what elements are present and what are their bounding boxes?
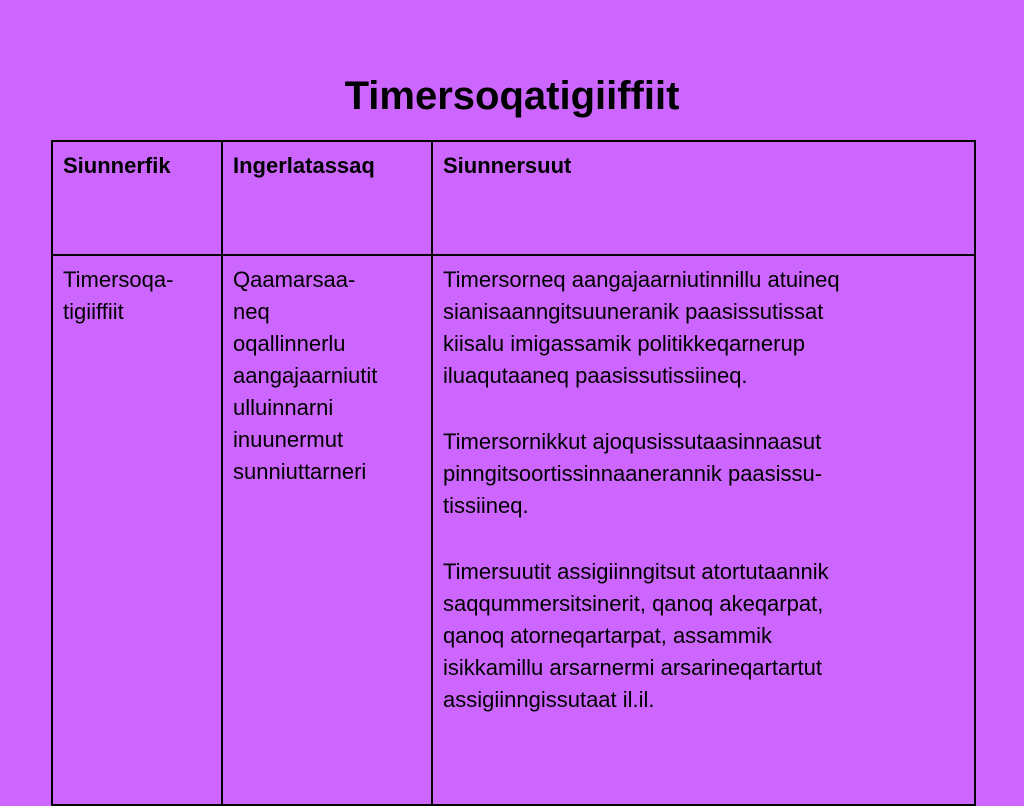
table-header-row <box>52 141 975 255</box>
paragraph-2 <box>443 426 964 522</box>
header-siunnersuut: Siunnersuut <box>432 141 975 255</box>
cell-text-line: sunniuttarneri <box>233 459 367 484</box>
cell-text-line: assigiinngissutaat il.il. <box>443 687 655 712</box>
cell-text-line: tissiineq. <box>443 493 529 518</box>
cell-text-line: kiisalu imigassamik politikkeqarnerup <box>443 331 805 356</box>
cell-text-line: inuunermut <box>233 427 344 452</box>
header-siunnerfik: Siunnerfik <box>52 141 222 255</box>
paragraph-1 <box>443 264 964 392</box>
cell-siunnerfik <box>52 255 222 805</box>
cell-text-line: isikkamillu arsarnermi arsarineqartartut <box>443 655 823 680</box>
cell-text-line: Timersoqa- <box>63 267 174 292</box>
cell-text-line: Timersornikkut ajoqusissutaasinnaasut <box>443 429 822 454</box>
cell-text-line: qanoq atorneqartarpat, assammik <box>443 623 772 648</box>
cell-ingerlatassaq <box>222 255 432 805</box>
header-ingerlatassaq: Ingerlatassaq <box>222 141 432 255</box>
cell-text-line: Timersuutit assigiinngitsut atortutaannik <box>443 559 829 584</box>
cell-siunnersuut <box>432 255 975 805</box>
slide-title: Timersoqatigiiffiit <box>344 74 680 118</box>
table-row <box>52 255 975 805</box>
cell-text-line: saqqummersitsinerit, qanoq akeqarpat, <box>443 591 824 616</box>
cell-text-line: pinngitsoortissinnaanerannik paasissu- <box>443 461 823 486</box>
cell-text-line: Timersorneq aangajaarniutinnillu atuineq <box>443 267 840 292</box>
cell-text-line: oqallinnerlu <box>233 331 346 356</box>
paragraph-3 <box>443 556 964 716</box>
content-table-wrapper <box>51 140 974 806</box>
cell-text-line: aangajaarniutit <box>233 363 378 388</box>
cell-text-line: Qaamarsaa- <box>233 267 356 292</box>
cell-text-line: neq <box>233 299 270 324</box>
cell-text-line: tigiiffiit <box>63 299 124 324</box>
cell-text-line: iluaqutaaneq paasissutissiineq. <box>443 363 748 388</box>
cell-text-line: sianisaanngitsuuneranik paasissutissat <box>443 299 824 324</box>
content-table <box>51 140 976 806</box>
cell-text-line: ulluinnarni <box>233 395 334 420</box>
